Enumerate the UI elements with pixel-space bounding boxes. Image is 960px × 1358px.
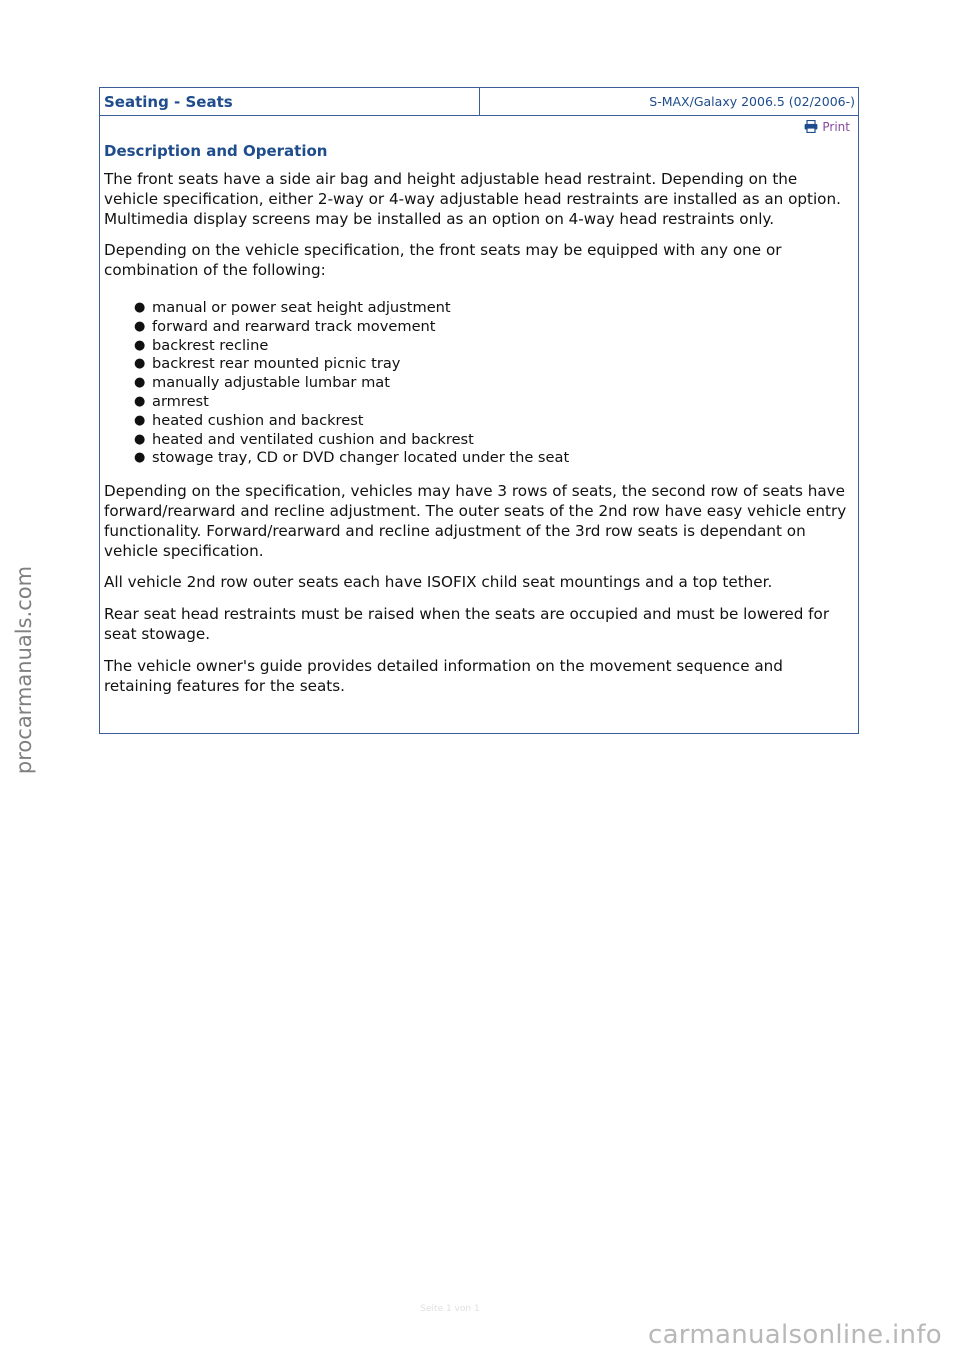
printer-icon [804,120,818,133]
header-row [100,88,858,116]
side-watermark [4,560,44,780]
bullet-icon: ● [134,450,146,466]
list-item: ● stowage tray, CD or DVD changer located under the seat [134,449,570,467]
equipment-list [104,299,854,468]
bullet-icon: ● [134,431,146,447]
list-item: ● forward and rearward track movement [134,317,436,335]
list-item: ● manual or power seat height adjustment [134,298,451,316]
bullet-icon: ● [134,318,146,334]
list-item: ● manually adjustable lumbar mat [134,374,390,392]
page-number: Seite 1 von 1 [420,1304,480,1314]
print-row [100,116,858,138]
paragraph-equipment-intro: Depending on the vehicle specification, the front seats may be equipped with any one or combination of the following: [104,241,782,280]
paragraph-front-seats: The front seats have a side air bag and height adjustable head restraint. Depending on the vehicle specification, either 2-way or 4-way adjustable head restraints are installed as an option. Multimedia display screens may be installed as an option on 4-way head restraints only. [104,170,841,228]
document-frame [99,87,859,734]
bullet-icon: ● [134,412,146,428]
section-heading: Description and Operation [104,142,328,160]
paragraph-seat-rows: Depending on the specification, vehicles may have 3 rows of seats, the second row of seats have forward/rearward and recline adjustment. The outer seats of the 2nd row have easy vehicle entry functionality. Forward/rearward and recline adjustment of the 3rd row seats is dependant on vehicle specification. [104,482,847,560]
list-item: ● backrest recline [134,336,269,354]
list-item: ● armrest [134,392,209,410]
paragraph-owners-guide: The vehicle owner's guide provides detailed information on the movement sequence and retaining features for the seats. [104,656,783,695]
page-title: Seating - Seats [100,88,480,115]
paragraph-isofix: All vehicle 2nd row outer seats each have ISOFIX child seat mountings and a top tether. [104,573,773,592]
print-link[interactable] [804,120,850,134]
list-item: ● backrest rear mounted picnic tray [134,355,401,373]
body-content [100,142,858,696]
side-watermark-text: procarmanuals.com [12,565,36,775]
bullet-icon: ● [134,299,146,315]
list-item: ● heated and ventilated cushion and backrest [134,430,474,448]
bullet-icon: ● [134,375,146,391]
bullet-icon: ● [134,356,146,372]
paragraph-head-restraints: Rear seat head restraints must be raised when the seats are occupied and must be lowered for seat stowage. [104,605,830,643]
bullet-icon: ● [134,393,146,409]
bottom-watermark: carmanualsonline.info [647,1320,942,1350]
vehicle-model: S-MAX/Galaxy 2006.5 (02/2006-) [649,94,855,109]
print-label[interactable]: Print [822,120,850,134]
bullet-icon: ● [134,337,146,353]
list-item: ● heated cushion and backrest [134,411,364,429]
